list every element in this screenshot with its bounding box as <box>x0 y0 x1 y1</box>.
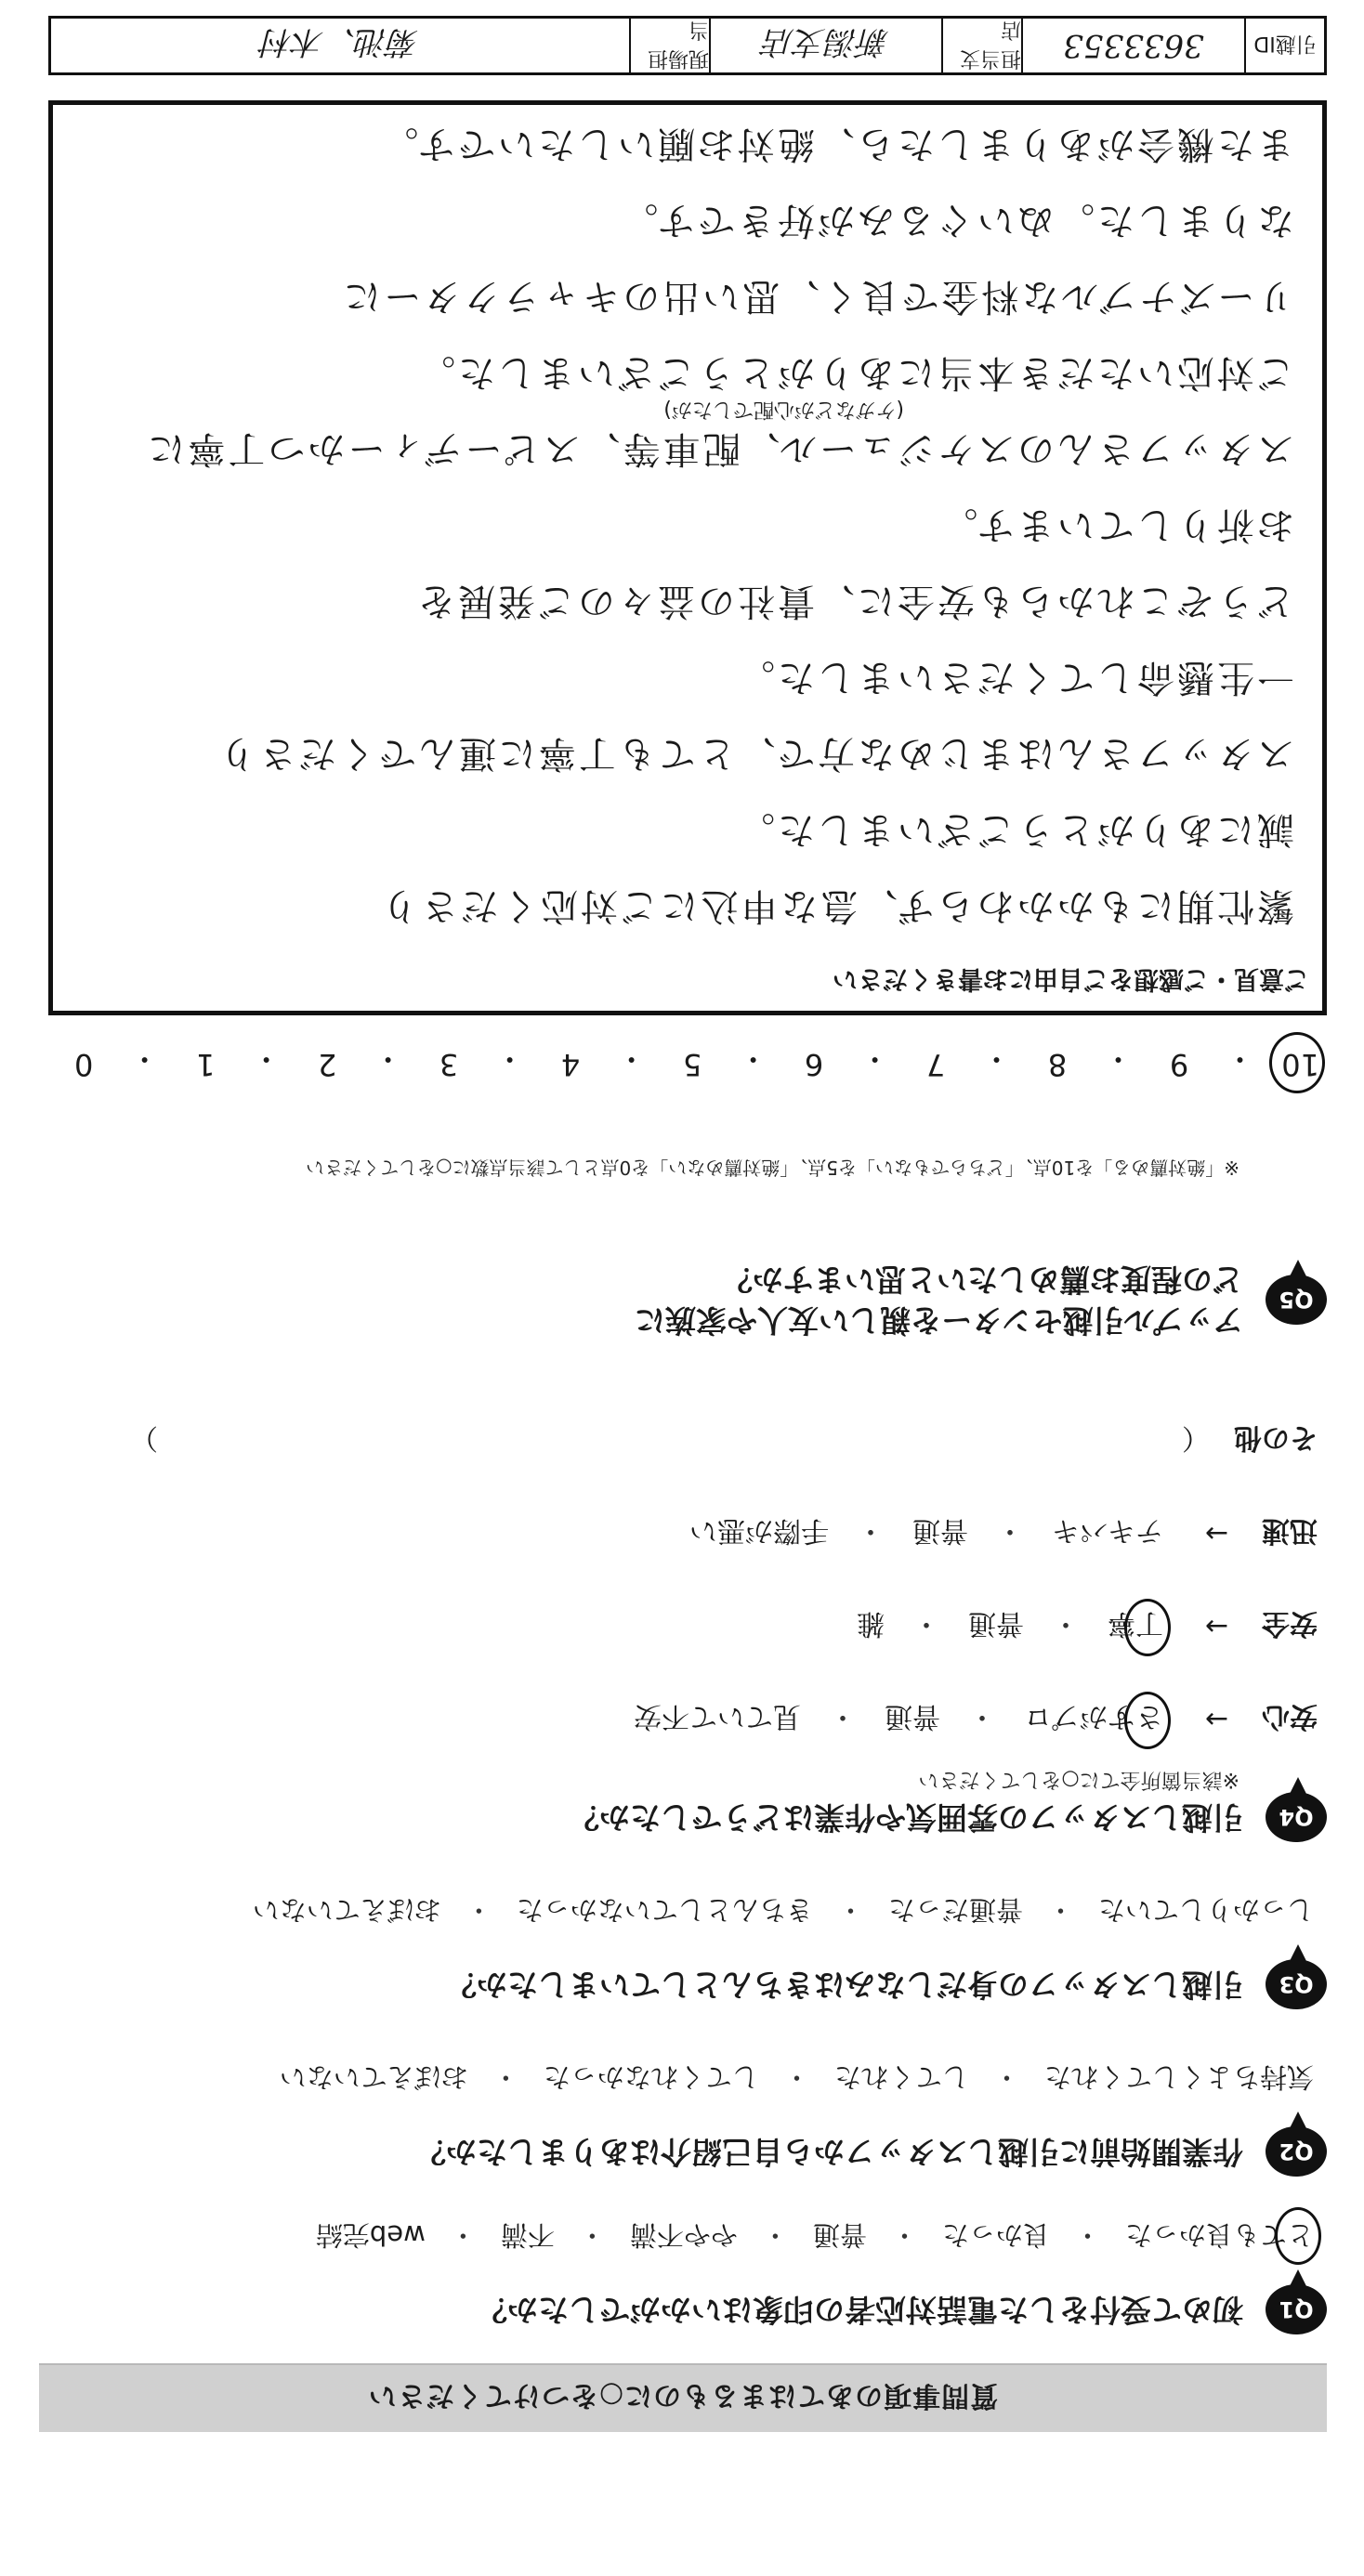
comment-line: 誠にありがとうございました。 <box>735 808 1294 851</box>
q3-text: 引越しスタッフの身だしなみはきちんとしていましたか？ <box>446 1967 1243 2003</box>
q2-option-no[interactable]: してくれなかった <box>543 2061 759 2093</box>
q4-row-safety: 安全 → 丁寧 ・ 普通 ・ 雑 <box>853 1606 1318 1647</box>
q5-text <box>635 1259 1243 1340</box>
comment-line: お祈りしています。 <box>938 503 1294 546</box>
q4-option-slow[interactable]: 手際が悪い <box>689 1514 829 1547</box>
score-2[interactable]: 2 <box>317 1047 337 1082</box>
score-0[interactable]: 0 <box>73 1047 94 1082</box>
question-5 <box>45 1259 1327 1340</box>
score-3[interactable]: 3 <box>439 1047 459 1082</box>
comment-line: ご対応いただき本当にありがとうございました。 <box>415 351 1294 394</box>
move-id-label: 引越ID <box>1244 19 1324 72</box>
q5-text-line-2: どの程度お薦めしたいと思いますか？ <box>722 1262 1243 1298</box>
branch-label: 担当支店 <box>941 19 1021 72</box>
q4-option-rough[interactable]: 雑 <box>857 1607 885 1640</box>
leader-value: 菊池、木村 <box>261 23 419 61</box>
comment-line: 一生懸命してくださいました。 <box>735 656 1294 699</box>
q4-option-pro[interactable]: さすがプロ <box>1020 1699 1167 1740</box>
q2-text: 作業開始前に引越しスタッフから自己紹介はありましたか？ <box>415 2134 1243 2170</box>
q2-badge: Q2 <box>1266 2126 1327 2177</box>
q2-option-yes[interactable]: してくれた <box>833 2061 969 2093</box>
q2-option-pleasant[interactable]: 気持ちよくしてくれた <box>1043 2061 1314 2093</box>
comment-text <box>68 106 1294 944</box>
q4-option-anxious[interactable]: 見ていて不安 <box>634 1700 801 1733</box>
q1-option-web[interactable]: web完結 <box>315 2219 426 2251</box>
comment-small-note: (ケガなどが心配でしたが) <box>663 398 904 421</box>
score-10[interactable]: 10 <box>1282 1040 1319 1082</box>
arrow-right-icon: → <box>1204 1517 1228 1550</box>
footer-table <box>48 16 1327 75</box>
q4-option-normal[interactable]: 普通 <box>912 1514 968 1547</box>
comment-line: 繁忙期にもかかわらず、急な申込にご対応くださり <box>378 884 1294 927</box>
leader-label: 現場担当 <box>629 19 709 72</box>
q1-badge: Q1 <box>1266 2284 1327 2334</box>
score-7[interactable]: 7 <box>925 1047 946 1082</box>
q4-option-careful[interactable]: 丁寧 <box>1104 1606 1167 1647</box>
instruction-banner: 質問事項のあてはまるものに○をつけてください <box>39 2363 1327 2432</box>
score-5[interactable]: 5 <box>682 1047 702 1082</box>
q5-text-line-1: アップル引越センターを親しい友人や家族に <box>634 1302 1243 1339</box>
q4-row-label: 安全 <box>1262 1607 1318 1640</box>
q2-options: 気持ちよくしてくれた ・ してくれた ・ してくれなかった ・ おぼえていない <box>276 2059 1318 2098</box>
q4-option-normal[interactable]: 普通 <box>968 1607 1024 1640</box>
q4-option-brisk[interactable]: テキパキ <box>1052 1514 1163 1547</box>
comment-line: スタッフさんはまじめな方で、とても丁寧に運んでくださり <box>216 732 1294 775</box>
score-8[interactable]: 8 <box>1047 1047 1068 1082</box>
comment-box[interactable] <box>48 100 1327 1015</box>
q3-option-dont-remember[interactable]: おぼえていない <box>252 1894 441 1926</box>
q4-row-label: 安心 <box>1262 1700 1318 1733</box>
q5-badge: Q5 <box>1266 1275 1327 1325</box>
move-id-value: 3633353 <box>1021 19 1244 72</box>
comment-line: リーズナブルな料金で良く、思い出のキャラクターに <box>341 275 1294 318</box>
comment-line: スタッフさんのスケジュール、配車等、スピーディーかつ丁寧に <box>145 427 1294 470</box>
q4-option-normal[interactable]: 普通 <box>885 1700 940 1733</box>
question-2 <box>45 2126 1327 2177</box>
score-9[interactable]: 9 <box>1169 1047 1189 1082</box>
q4-row-peace-of-mind: 安心 → さすがプロ ・ 普通 ・ 見ていて不安 <box>630 1699 1318 1740</box>
q5-note: ※「絶対薦める」を10点、「どちらでもない」を5点、「絶対薦めない」を0点として該当点数に○をしてください <box>306 1157 1239 1179</box>
q1-option-very-good[interactable]: とても良かった <box>1121 2217 1318 2256</box>
q4-row-label: 迅速 <box>1262 1514 1318 1547</box>
q4-badge: Q4 <box>1266 1792 1327 1842</box>
score-6[interactable]: 6 <box>804 1047 824 1082</box>
q3-option-normal[interactable]: 普通だった <box>887 1894 1023 1926</box>
q4-note: ※該当箇所全てに○をしてください <box>918 1768 1239 1791</box>
comment-line: なりました。ぬいぐるみが好きです。 <box>618 199 1294 242</box>
q3-option-not-neat[interactable]: きちんとしていなかった <box>516 1894 813 1926</box>
q3-option-neat[interactable]: しっかりしていた <box>1097 1894 1314 1926</box>
q1-text: 初めて受付をした電話対応者の印象はいかがでしたか？ <box>477 2292 1243 2328</box>
q5-scale: 10 ・ 9 ・ 8 ・ 7 ・ 6 ・ 5 ・ 4 ・ 3 ・ 2 ・ 1 ・ 0 <box>65 1040 1319 1082</box>
arrow-right-icon: → <box>1204 1703 1228 1736</box>
comment-line: どうぞこれからも安全に、貴社の益々のご発展を <box>415 580 1294 622</box>
q4-other-label: その他 <box>1234 1421 1318 1454</box>
question-4 <box>45 1792 1327 1842</box>
branch-value: 新潟支店 <box>709 19 941 72</box>
comment-line: また機会がありましたら、絶対お願いしたいです。 <box>378 123 1294 165</box>
q4-other-close: ） <box>130 1421 158 1454</box>
q1-options: とても良かった ・ 良かった ・ 普通 ・ やや不満 ・ 不満 ・ web完結 <box>312 2217 1318 2256</box>
q3-badge: Q3 <box>1266 1959 1327 2009</box>
comment-header: ご意見・ご感想をご自由にお書きください <box>833 964 1309 993</box>
q4-other-open: （ <box>1182 1421 1210 1454</box>
q1-option-normal[interactable]: 普通 <box>812 2219 867 2251</box>
q3-options: しっかりしていた ・ 普通だった ・ きちんとしていなかった ・ おぼえていない <box>249 1892 1318 1930</box>
q1-option-dissatisfied[interactable]: 不満 <box>500 2219 555 2251</box>
question-3 <box>45 1959 1327 2009</box>
q4-row-other <box>63 1420 1318 1461</box>
q4-text: 引越しスタッフの雰囲気や作業はどうでしたか？ <box>569 1799 1243 1836</box>
q2-option-dont-remember[interactable]: おぼえていない <box>279 2061 468 2093</box>
q4-row-speed: 迅速 → テキパキ ・ 普通 ・ 手際が悪い <box>686 1513 1318 1554</box>
question-1 <box>45 2284 1327 2334</box>
q1-option-somewhat-dissatisfied[interactable]: やや不満 <box>629 2219 738 2251</box>
q1-option-good[interactable]: 良かった <box>941 2219 1050 2251</box>
score-1[interactable]: 1 <box>195 1047 216 1082</box>
arrow-right-icon: → <box>1204 1610 1228 1643</box>
score-4[interactable]: 4 <box>560 1047 581 1082</box>
